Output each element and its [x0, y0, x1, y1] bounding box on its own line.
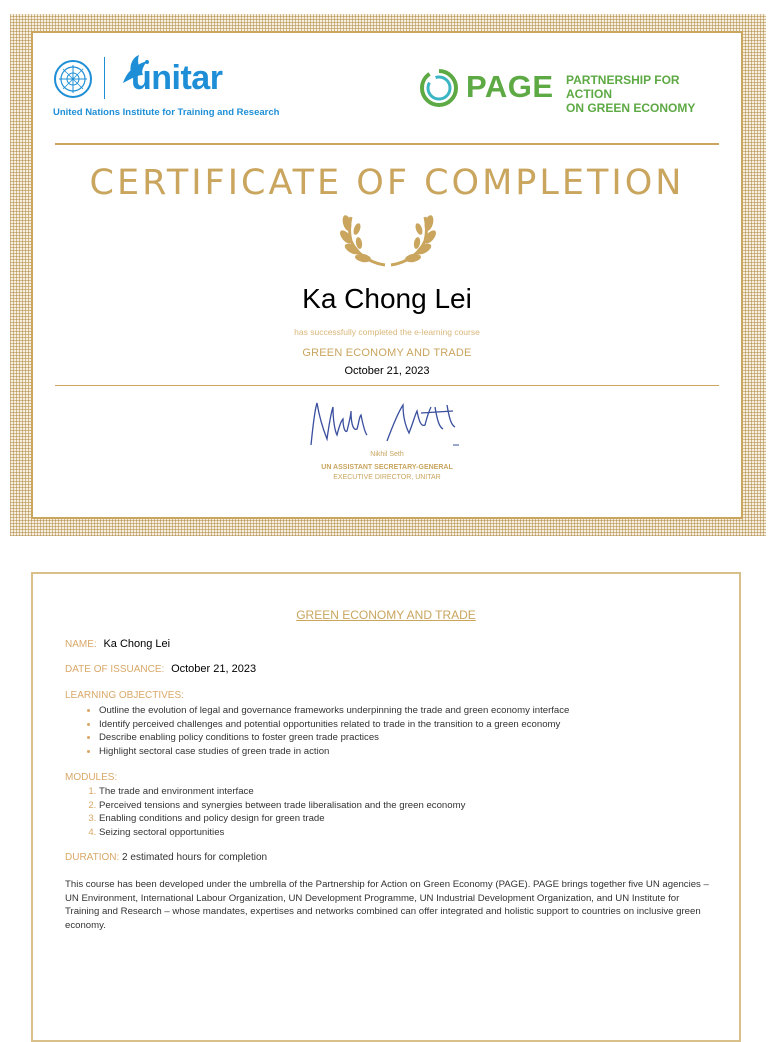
recipient-name: Ka Chong Lei	[302, 283, 472, 314]
module-item: 2. Perceived tensions and synergies between trade liberalisation and the green economy	[99, 799, 465, 813]
modules-label: MODULES:	[65, 772, 118, 783]
page-tagline	[566, 73, 728, 115]
details-title: GREEN ECONOMY AND TRADE	[296, 608, 476, 622]
logo-divider	[104, 57, 105, 99]
issuance-date-field	[65, 663, 256, 675]
details-page	[31, 572, 741, 1042]
course-description: This course has been developed under the umbrella of the Partnership for Action on Green Economy (PAGE). PAGE brings together five UN agencies – UN Environment, International Labour Organization, UN Development Programme, UN Industrial Development Organization, and UN Institute for Training and Research – whose mandates, expertises and networks combined can offer integrated and holistic support to countries on inclusive green economy.	[65, 879, 709, 931]
modules-list	[81, 785, 465, 839]
objective-item: • Describe enabling policy conditions to foster green trade practices	[99, 731, 569, 745]
middle-divider	[55, 385, 719, 386]
signer-name: Nikhil Seth	[370, 451, 404, 458]
module-item: 3. Enabling conditions and policy design for green trade	[99, 812, 465, 826]
issuance-date-value: October 21, 2023	[171, 663, 257, 675]
completion-date: October 21, 2023	[344, 365, 430, 377]
name-field	[65, 638, 170, 650]
page-tagline-line2: ON GREEN ECONOMY	[566, 101, 696, 115]
unitar-logo	[53, 53, 283, 123]
objective-item: • Outline the evolution of legal and governance frameworks underpinning the trade and green economy interface	[99, 704, 569, 718]
unitar-subtitle: United Nations Institute for Training and Research	[53, 107, 280, 118]
completion-statement: has successfully completed the e-learning course	[294, 327, 480, 337]
page-wordmark: PAGE	[466, 69, 554, 104]
duration-label: DURATION:	[65, 852, 120, 863]
top-divider	[55, 143, 719, 145]
objectives-list	[81, 704, 569, 758]
duration-field	[65, 852, 267, 863]
signature-image	[303, 395, 478, 455]
certificate-page	[10, 14, 766, 536]
module-item: 4. Seizing sectoral opportunities	[99, 826, 465, 840]
name-label: NAME:	[65, 639, 97, 650]
name-value: Ka Chong Lei	[103, 638, 171, 650]
certificate-frame	[31, 31, 743, 519]
signer-title: UN ASSISTANT SECRETARY-GENERAL	[321, 464, 453, 471]
un-emblem-icon	[53, 59, 93, 99]
duration-value: 2 estimated hours for completion	[122, 852, 268, 863]
course-title: GREEN ECONOMY AND TRADE	[302, 347, 472, 359]
certificate-title: CERTIFICATE OF COMPLETION	[89, 163, 685, 203]
objectives-label: LEARNING OBJECTIVES:	[65, 690, 184, 701]
page-logo	[418, 65, 728, 115]
issuance-date-label: DATE OF ISSUANCE:	[65, 664, 165, 675]
page-ring-icon	[418, 67, 460, 109]
unitar-wordmark: unitar	[131, 59, 223, 97]
objective-item: • Identify perceived challenges and potential opportunities related to trade in the transition to a green economy	[99, 718, 569, 732]
signer-organization: EXECUTIVE DIRECTOR, UNITAR	[333, 474, 441, 481]
objective-item: • Highlight sectoral case studies of green trade in action	[99, 745, 569, 759]
page-tagline-line1: PARTNERSHIP FOR ACTION	[566, 73, 680, 101]
module-item: 1. The trade and environment interface	[99, 785, 465, 799]
laurel-icon	[333, 207, 443, 269]
